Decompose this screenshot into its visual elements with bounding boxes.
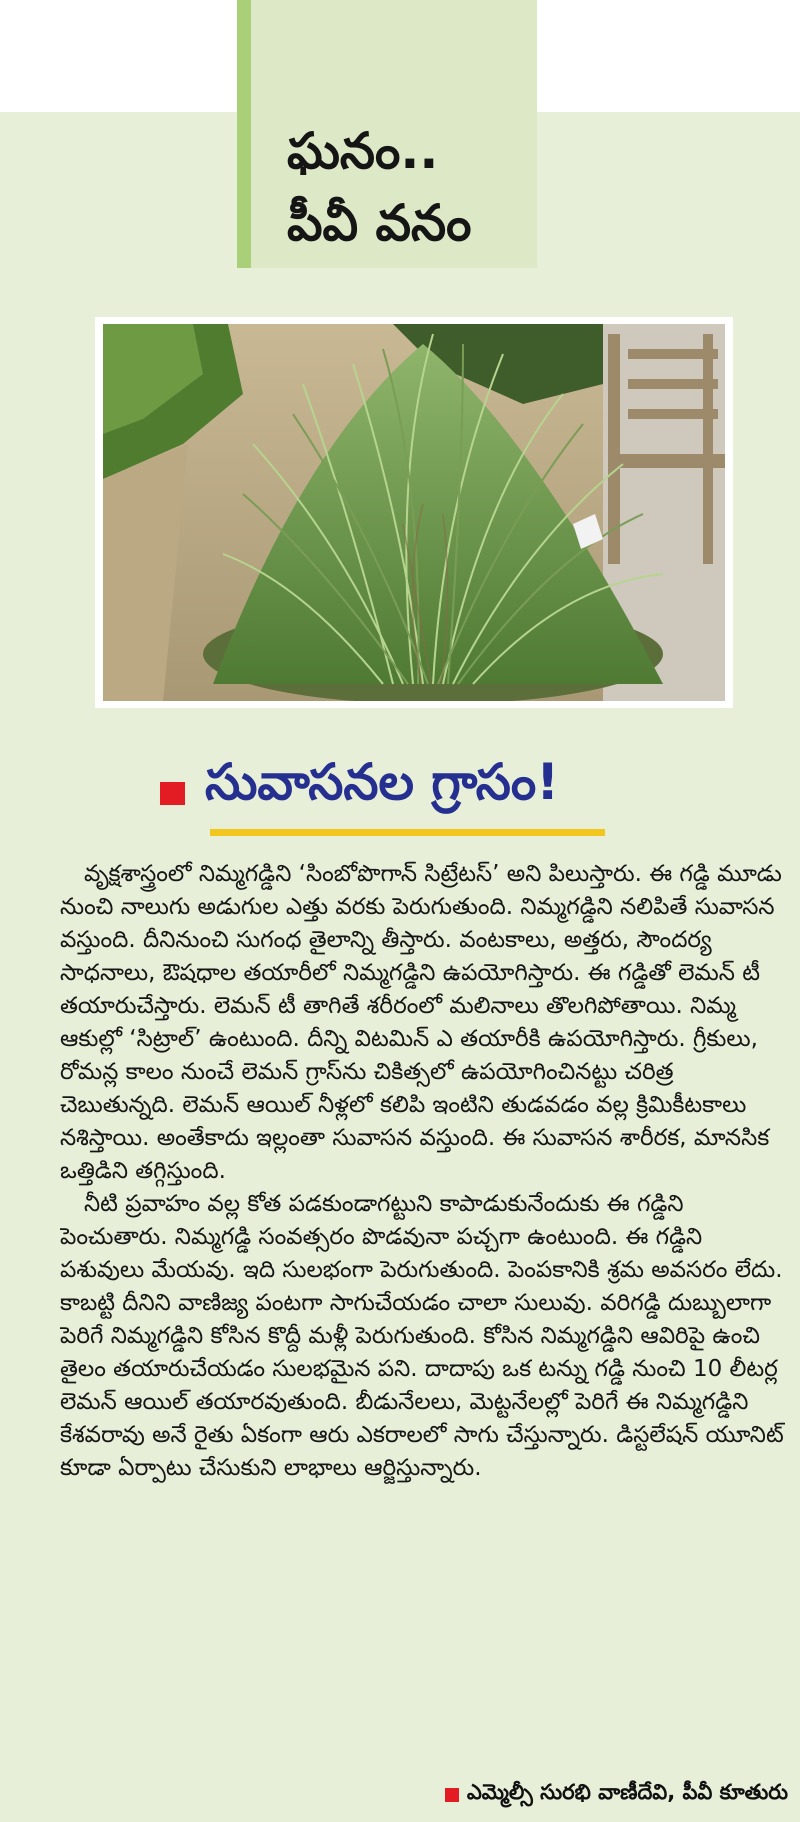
- section-heading: సువాసనల గ్రాసం!: [205, 753, 560, 811]
- headline-line-1: ఘనం..: [287, 122, 439, 180]
- headline-card: [237, 0, 537, 268]
- headline-card-stripe: [237, 0, 251, 268]
- byline-text: ఎమ్మెల్సీ సురభి వాణీదేవి, పీవీ కూతురు: [466, 1780, 788, 1804]
- byline: [445, 1780, 788, 1810]
- article-paragraph-2: నీటి ప్రవాహం వల్ల కోత పడకుండాగట్టుని కాపాడుకునేందుకు ఈ గడ్డిని పెంచుతారు. నిమ్మగడ్డి సంవత్సరం పొడవునా పచ్చగా ఉంటుంది. ఈ గడ్డిని పశువులు మేయవు. ఇది సులభంగా పెరుగుతుంది. పెంపకానికి శ్రమ అవసరం లేదు. కాబట్టి దీనిని వాణిజ్య పంటగా సాగుచేయడం చాలా సులువు. వరిగడ్డి దుబ్బులాగా పెరిగే నిమ్మగడ్డిని కోసిన కొద్దీ మళ్లీ పెరుగుతుంది. కోసిన నిమ్మగడ్డిని ఆవిరిపై ఉంచి తైలం తయారుచేయడం సులభమైన పని. దాదాపు ఒక టన్ను గడ్డి నుంచి 10 లీటర్ల లెమన్ ఆయిల్ తయారవుతుంది. బీడునేలలు, మెట్టనేలల్లో పెరిగే ఈ నిమ్మగడ్డిని కేశవరావు అనే రైతు ఏకంగా ఆరు ఎకరాలలో సాగు చేస్తున్నారు. డిస్టలేషన్ యూనిట్ కూడా ఏర్పాటు చేసుకుని లాభాలు ఆర్జిస్తున్నారు.: [60, 1191, 784, 1481]
- lemongrass-photo: [103, 324, 725, 701]
- article-paragraph-1: వృక్షశాస్త్రంలో నిమ్మగడ్డిని ‘సింబోపొగాన్ సిట్రేటస్’ అని పిలుస్తారు. ఈ గడ్డి మూడు నుంచి నాలుగు అడుగుల ఎత్తు వరకు పెరుగుతుంది. నిమ్మగడ్డిని నలిపితే సువాసన వస్తుంది. దీనినుంచి సుగంధ తైలాన్ని తీస్తారు. వంటకాలు, అత్తరు, సౌందర్య సాధనాలు, ఔషధాల తయారీలో నిమ్మగడ్డిని ఉపయోగిస్తారు. ఈ గడ్డితో లెమన్ టీ తయారుచేస్తారు. లెమన్ టీ తాగితే శరీరంలో మలినాలు తొలగిపోతాయి. నిమ్మ ఆకుల్లో ‘సిట్రాల్’ ఉంటుంది. దీన్ని విటమిన్ ఎ తయారీకి ఉపయోగిస్తారు. గ్రీకులు, రోమన్ల కాలం నుంచే లెమన్ గ్రాస్‌ను చికిత్సలో ఉపయోగించినట్టు చరిత్ర చెబుతున్నది. లెమన్ ఆయిల్ నీళ్లలో కలిపి ఇంటిని తుడవడం వల్ల క్రిమికీటకాలు నశిస్తాయి. అంతేకాదు ఇల్లంతా సువాసన వస్తుంది. ఈ సువాసన శారీరక, మానసిక ఒత్తిడిని తగ్గిస్తుంది.: [60, 861, 782, 1184]
- article-body: [60, 858, 785, 1738]
- section-marker-square: [160, 782, 185, 805]
- lemongrass-photo-frame: [95, 317, 733, 708]
- byline-marker-square: [445, 1788, 459, 1802]
- section-heading-underline: [210, 829, 605, 836]
- headline-line-2: పీవీ వనం: [287, 194, 472, 252]
